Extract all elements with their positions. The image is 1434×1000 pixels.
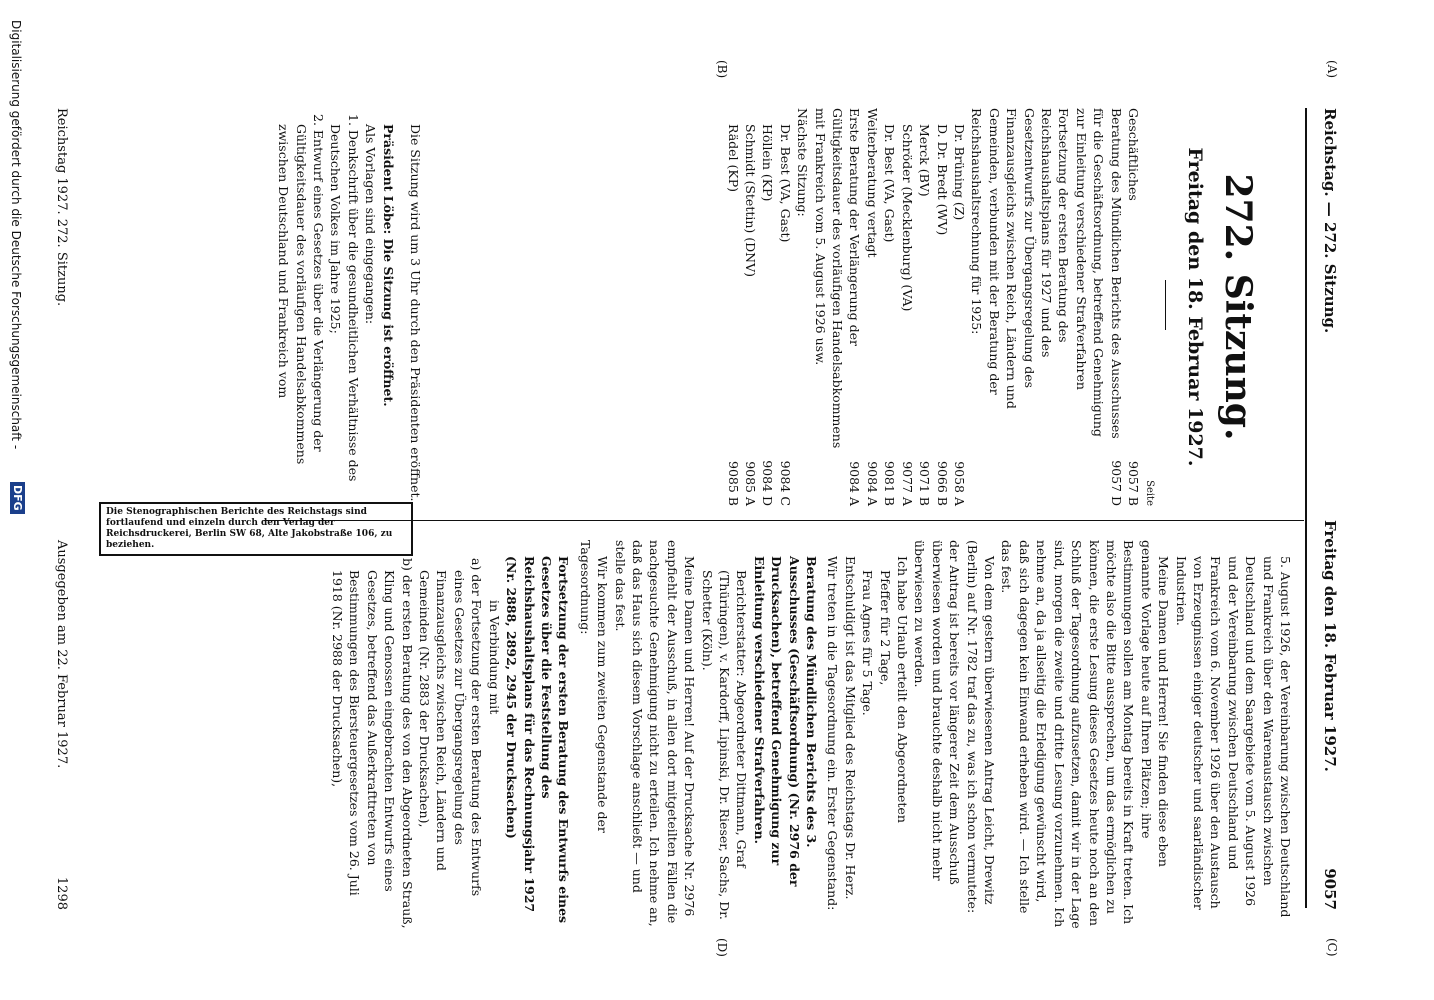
vorlage-item-1: 1. Denkschrift über die gesundheitlichen Verhältnisse des Deutschen Volkes im Jahre 1925; bbox=[328, 114, 361, 482]
left-body bbox=[275, 108, 424, 506]
president-line: Präsident Löbe: Die Sitzung ist eröffnet. bbox=[380, 124, 396, 407]
paragraph: Beratung des Mündlichen Berichts des 3. Ausschusses (Geschäftsordnung) (Nr. 2976 der Drucksachen), betreffend Genehmigung zur Einleitung verschiedener Strafverfahren. bbox=[751, 556, 820, 887]
toc-item: Dr. Brüning (Z) 9058 A bbox=[951, 124, 967, 506]
vorlage-item-2: 2. Entwurf eines Gesetzes über die Verlängerung der Gültigkeitsdauer des vorläufigen Handelsabkommens zwischen Deutschland und Frankreich vom bbox=[276, 114, 326, 465]
margin-letter-a: (A) bbox=[1325, 60, 1339, 79]
paragraph: b) der ersten Beratung des von den Abgeordneten Strauß, Kling und Genossen eingebrachten Entwurfs eines Gesetzes, betreffend das Außerkrafttreten von Bestimmungen des Biersteuergesetzes vom 26. Juli 1918 (Nr. 2988 der Drucksachen), bbox=[330, 558, 415, 929]
toc-item: Rädel (KP) 9085 B bbox=[725, 124, 741, 506]
footer-left: Reichstag 1927. 272. Sitzung. bbox=[54, 108, 69, 307]
vorlagen-line: Als Vorlagen sind eingegangen: bbox=[363, 124, 379, 325]
column-rule bbox=[264, 520, 1304, 521]
toc-item: Höllein (KP) 9084 D bbox=[760, 124, 776, 506]
digitization-strip bbox=[1, 0, 29, 1000]
digitization-credit: Digitalisierung gefördert durch die Deutsche Forschungsgemeinschaft - bbox=[9, 20, 23, 450]
seite-label: Seite bbox=[1144, 480, 1155, 506]
margin-letter-c: (C) bbox=[1325, 938, 1339, 957]
session-title: 272. Sitzung. bbox=[1217, 173, 1259, 441]
paragraph: Frau Agnes für 5 Tage. bbox=[860, 570, 876, 716]
toc-item: Beratung des Mündlichen Berichts des Ausschusses für die Geschäftsordnung, betreffend Genehmigung zur Einleitung verschiedener Strafverfahren 9057 D bbox=[1073, 108, 1124, 506]
paragraph: Wir kommen zum zweiten Gegenstande der Tagesordnung: bbox=[577, 540, 611, 833]
footer-page: 1298 bbox=[54, 876, 69, 910]
opening-text: Die Sitzung wird um 3 Uhr durch den Präsidenten eröffnet. bbox=[408, 124, 423, 502]
toc-item: Fortsetzung der ersten Beratung des Reichshaushaltsplans für 1927 und des Gesetzentwurfs zur Übergangsregelung des Finanzausgleichs zwischen Reich, Ländern und Gemeinden, verbunden mit der Beratung der Reichshaushaltsrechnung für 1925: bbox=[969, 108, 1072, 409]
margin-letter-b: (B) bbox=[715, 60, 729, 79]
margin-letter-d: (D) bbox=[715, 938, 729, 957]
paragraph: Ich habe Urlaub erteilt den Abgeordneten bbox=[895, 556, 911, 823]
paragraph: Meine Damen und Herren! Sie finden diese eben genannte Vorlage heute auf Ihren Plätzen; ihre Bestimmungen sollen am Montag bereits in Kraft treten. Ich möchte also die Bitte aussprechen, um das ermöglichen zu können, die erste Lesung dieses Gesetzes heute noch an den Schluß der Tagesordnung aufzusetzen, damit wir in der Lage sind, morgen die zweite und dritte Lesung vorzunehmen. Ich nehme an, da ja allseitig die Erledigung gewünscht wird, daß sich dagegen kein Einwand erheben wird. — Ich stelle das fest. bbox=[999, 540, 1172, 929]
toc-item: Dr. Best (VA, Gast) 9084 C bbox=[777, 124, 793, 506]
toc-item: Erste Beratung der Verlängerung der Gültigkeitsdauer des vorläufigen Handelsabkommens mit Frankreich vom 5. August 1926 usw. 9084 A bbox=[812, 108, 863, 506]
paragraph: 5. August 1926, der Vereinbarung zwischen Deutschland und Frankreich über den Warenaustausch zwischen Deutschland und dem Saargebiete vom 5. August 1926 und der Vereinbarung zwischen Deutschland und Frankreich vom 6. November 1926 über den Austausch von Erzeugnissen einiger deutscher und saarländischer Industrien. bbox=[1173, 556, 1293, 918]
toc-item: Nächste Sitzung: bbox=[795, 108, 811, 217]
table-of-contents bbox=[724, 108, 1142, 506]
footer-center: Ausgegeben am 22. Februar 1927. bbox=[54, 540, 69, 769]
paragraph: Berichterstatter: Abgeordneter Dittmann, Graf (Thüringen), v. Kardorff, Lipinski, Dr. Rieser, Sachs, Dr. Schetter (Köln). bbox=[699, 570, 750, 920]
paragraph: Wir treten in die Tagesordnung ein. Erster Gegenstand: bbox=[825, 556, 841, 911]
session-date: Freitag den 18. Februar 1927. bbox=[1184, 147, 1206, 467]
header-rule bbox=[1305, 108, 1307, 908]
dfg-logo: DFG bbox=[10, 482, 25, 514]
paragraph: a) der Fortsetzung der ersten Beratung des Entwurfs eines Gesetzes zur Übergangsregelung des Finanzausgleichs zwischen Reich, Ländern und Gemeinden (Nr. 2883 der Drucksachen), bbox=[417, 558, 485, 897]
toc-item: Schmidt (Stettin) (DNV) 9085 A bbox=[743, 124, 759, 506]
toc-item: Weiterberatung vertagt 9084 A bbox=[864, 108, 880, 506]
paragraph: in Verbindung mit bbox=[486, 600, 502, 715]
running-head-left: Reichstag. — 272. Sitzung. bbox=[1321, 108, 1339, 334]
publisher-note: Die Stenographischen Berichte des Reichstags sind fortlaufend und einzeln durch den Verlag der Reichsdruckerei, Berlin SW 68, Alte Jakobstraße 106, zu beziehen. bbox=[99, 502, 413, 556]
toc-item: D. Dr. Bredt (WV) 9066 B bbox=[934, 124, 950, 506]
running-head-center: Freitag den 18. Februar 1927. bbox=[1321, 520, 1339, 772]
page-number: 9057 bbox=[1321, 868, 1339, 910]
title-rule bbox=[1165, 280, 1166, 330]
paragraph: Meine Damen und Herren! Auf der Drucksache Nr. 2976 empfiehlt der Ausschuß, in allen dort mitgeteilten Fällen die nachgesuchte Genehmigung nicht zu erteilen. Ich nehme an, daß das Haus sich diesem Vorschlage anschließt — und stelle das fest. bbox=[612, 540, 698, 927]
toc-item: Merck (BV) 9071 B bbox=[917, 124, 933, 506]
right-body bbox=[329, 540, 1294, 930]
paragraph: Pfeffer für 2 Tage, bbox=[877, 570, 893, 686]
paragraph: Entschuldigt ist das Mitglied des Reichstags Dr. Herz. bbox=[842, 556, 858, 900]
toc-item: Geschäftliches 9057 B bbox=[1126, 108, 1141, 506]
paragraph: Fortsetzung der ersten Beratung des Entwurfs eines Gesetzes über die Feststellung des Reichshaushaltsplans für das Rechnungsjahr 1927 (Nr. 2888, 2892, 2945 der Drucksachen) bbox=[504, 556, 572, 924]
toc-item: Schröder (Mecklenburg) (VA) 9077 A bbox=[899, 124, 915, 506]
toc-item: Dr. Best (VA, Gast) 9081 B bbox=[882, 124, 898, 506]
paragraph: Von dem gestern überwiesenen Antrag Leicht, Drewitz (Berlin) auf Nr. 1782 traf das zu, was ich schon vermutete: der Antrag ist bereits vor längerer Zeit dem Ausschuß überwiesen worden und brauchte deshalb nicht mehr überwiesen zu werden. bbox=[912, 540, 998, 914]
